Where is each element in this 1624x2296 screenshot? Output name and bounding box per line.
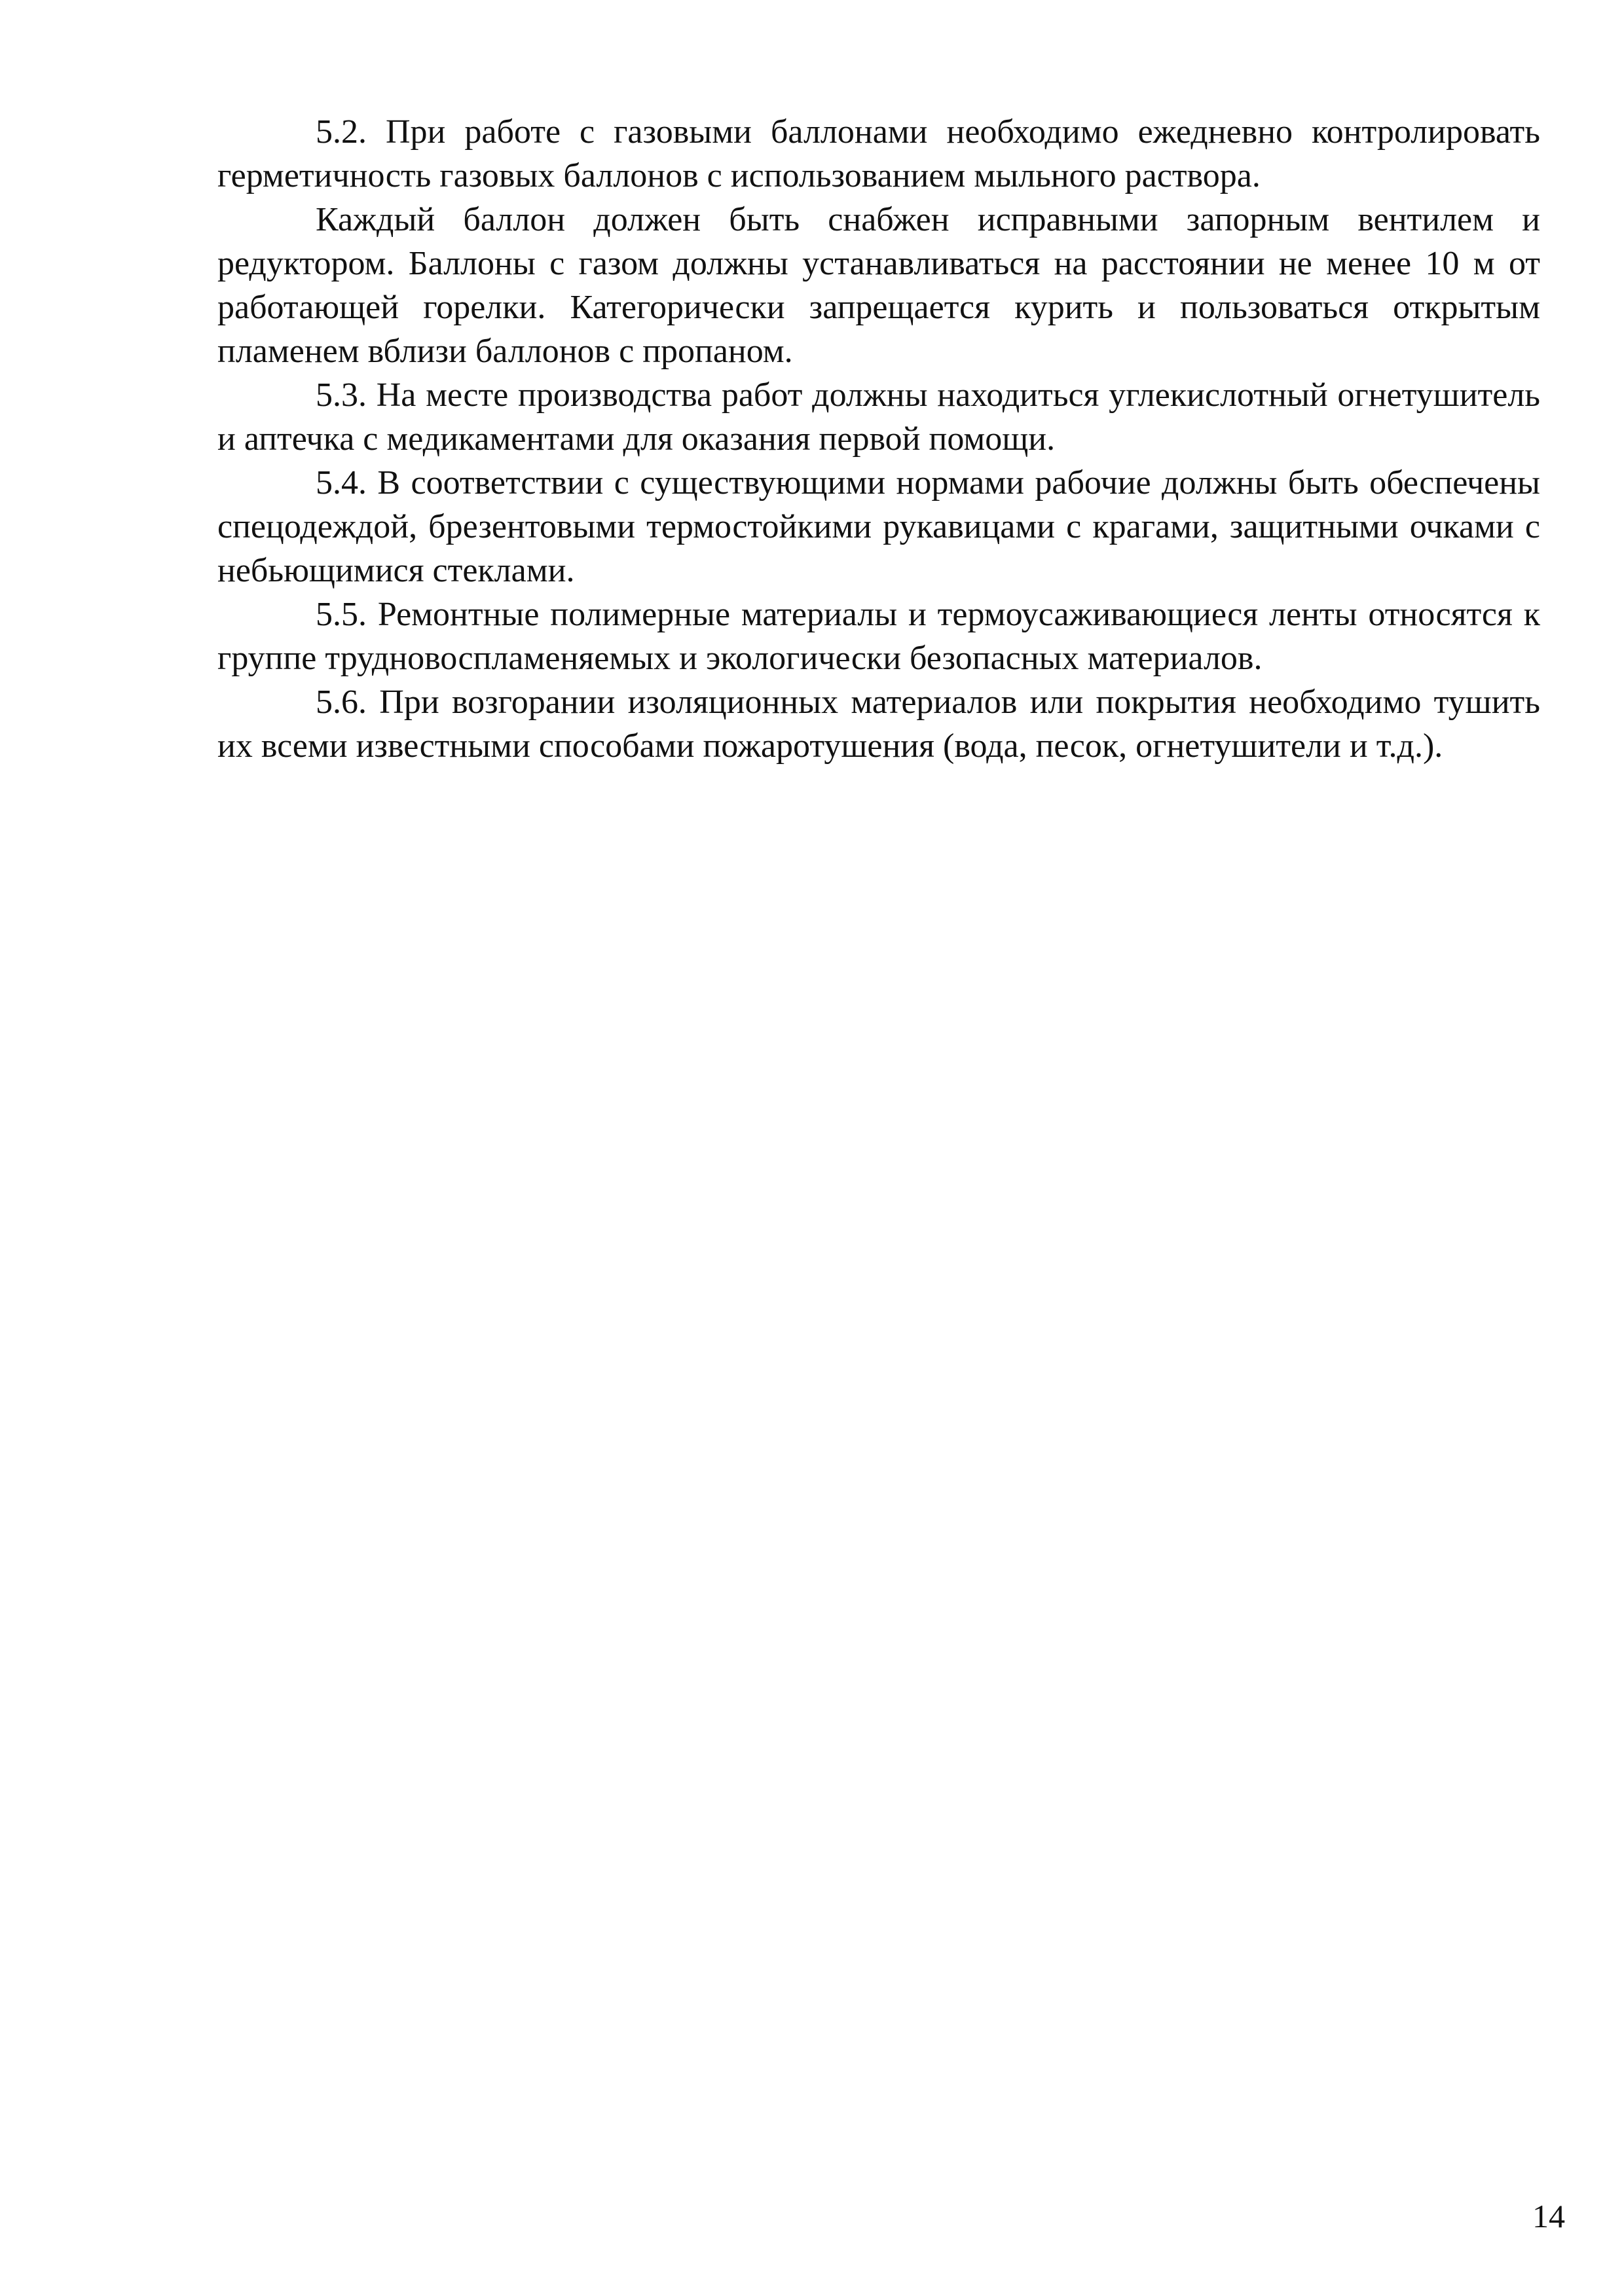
document-body (217, 110, 1540, 768)
page-number: 14 (1532, 2198, 1565, 2234)
paragraph-5-4: 5.4. В соответствии с существующими нормами рабочие должны быть обеспечены спецодеждой, брезентовыми термостойкими рукавицами с крагами, защитными очками с небьющимися стеклами. (217, 464, 1540, 589)
paragraph-5-5: 5.5. Ремонтные полимерные материалы и термоусаживающиеся ленты относятся к группе трудновоспламеняемых и экологически безопасных материалов. (217, 596, 1540, 677)
paragraph-5-3: 5.3. На месте производства работ должны находиться углекислотный огнетушитель и аптечка с медикаментами для оказания первой помощи. (217, 376, 1540, 458)
paragraph-cylinder-requirements: Каждый баллон должен быть снабжен исправными запорным вентилем и редуктором. Баллоны с газом должны устанавливаться на расстоянии не менее 10 м от работающей горелки. Категорически запрещается курить и пользоваться открытым пламенем вблизи баллонов с пропаном. (217, 201, 1540, 370)
paragraph-5-6: 5.6. При возгорании изоляционных материалов или покрытия необходимо тушить их всеми известными способами пожаротушения (вода, песок, огнетушители и т.д.). (217, 683, 1540, 765)
paragraph-5-2: 5.2. При работе с газовыми баллонами необходимо ежедневно контролировать герметичность газовых баллонов с использованием мыльного раствора. (217, 113, 1540, 194)
